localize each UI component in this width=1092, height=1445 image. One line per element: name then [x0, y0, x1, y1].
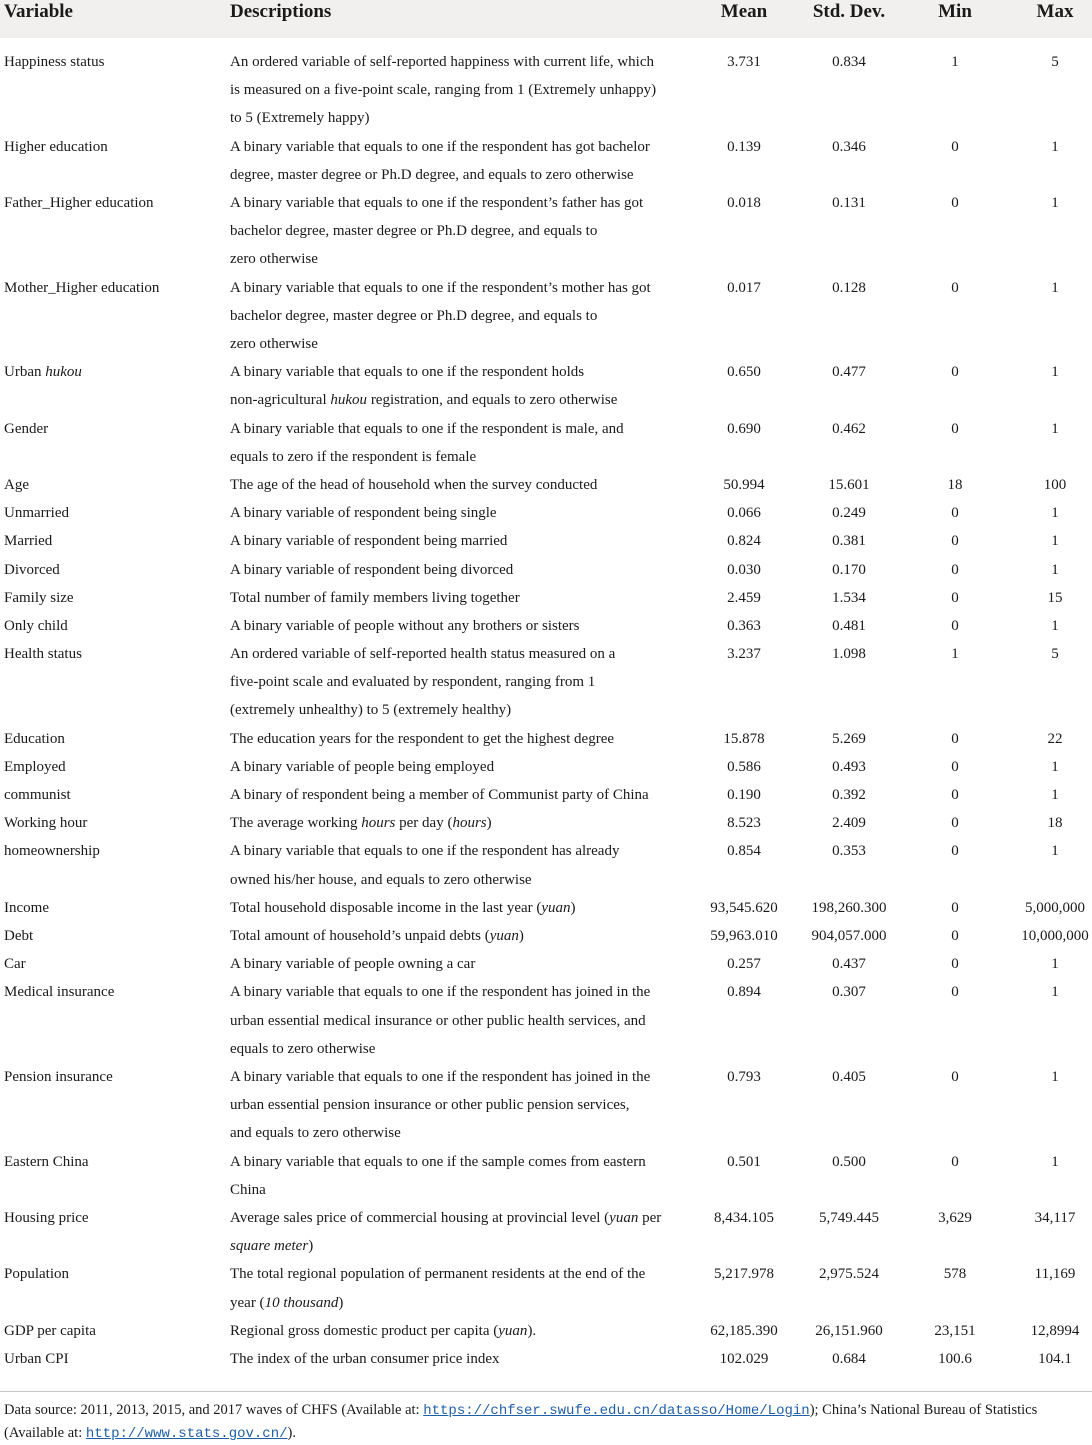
mean-value: 93,545.620	[710, 899, 778, 916]
table-row	[0, 725, 1092, 753]
variable-description	[230, 725, 682, 753]
table-header-row	[0, 0, 1092, 38]
variable-name: Only child	[4, 617, 68, 634]
max-value: 12,8994	[1030, 1322, 1080, 1339]
max-value: 1	[1051, 138, 1059, 155]
variable-name: Population	[4, 1266, 70, 1283]
max-value: 1	[1051, 420, 1059, 437]
min-value: 0	[951, 843, 959, 860]
description-line: bachelor degree, master degree or Ph.D degree, and equals to	[230, 223, 598, 240]
std-dev-value: 0.131	[832, 194, 866, 211]
variable-description	[230, 584, 682, 612]
table-row	[0, 415, 1092, 471]
mean-value: 3.237	[727, 646, 761, 663]
mean-value: 102.029	[719, 1350, 769, 1367]
description-line: A binary variable that equals to one if the respondent has already	[230, 843, 620, 860]
variable-description	[230, 133, 682, 189]
std-dev-value: 198,260.300	[811, 899, 887, 916]
table-row	[0, 640, 1092, 725]
min-value: 100.6	[938, 1350, 972, 1367]
std-dev-value: 0.128	[832, 279, 866, 296]
variable-name: Family size	[4, 589, 74, 606]
description-line: A binary variable that equals to one if the respondent has got bachelor	[230, 138, 650, 155]
std-dev-value: 0.493	[832, 758, 866, 775]
description-line: owned his/her house, and equals to zero otherwise	[230, 871, 532, 888]
variable-name: Pension insurance	[4, 1068, 113, 1085]
variable-description	[230, 640, 682, 725]
std-dev-value: 0.249	[832, 505, 866, 522]
min-value: 0	[951, 561, 959, 578]
mean-value: 0.018	[727, 194, 761, 211]
variable-name: Divorced	[4, 561, 60, 578]
table-row	[0, 950, 1092, 978]
min-value: 0	[951, 279, 959, 296]
min-value: 0	[951, 533, 959, 550]
description-line: A binary variable of people being employed	[230, 758, 495, 775]
variable-name: Income	[4, 899, 49, 916]
description-line: The age of the head of household when the survey conducted	[230, 476, 598, 493]
min-value: 0	[951, 984, 959, 1001]
mean-value: 8,434.105	[714, 1209, 774, 1226]
description-line: A binary variable that equals to one if the respondent has joined in the	[230, 1068, 651, 1085]
table-row	[0, 471, 1092, 499]
mean-value: 0.824	[727, 533, 761, 550]
table-row	[0, 978, 1092, 1063]
std-dev-value: 0.481	[832, 617, 866, 634]
max-value: 1	[1051, 984, 1059, 1001]
min-value: 0	[951, 928, 959, 944]
description-line: A binary variable that equals to one if the respondent holds	[230, 364, 585, 381]
table-row	[0, 499, 1092, 527]
min-value: 0	[951, 420, 959, 437]
max-value: 104.1	[1038, 1350, 1072, 1367]
std-dev-value: 1.534	[832, 589, 866, 606]
description-line: five-point scale and evaluated by respondent, ranging from 1	[230, 674, 596, 691]
min-value: 23,151	[934, 1322, 976, 1339]
min-value: 578	[943, 1266, 967, 1283]
min-value: 18	[947, 476, 963, 493]
table-row	[0, 1148, 1092, 1204]
table-row	[0, 894, 1092, 922]
variable-description	[230, 527, 682, 555]
min-value: 0	[951, 364, 959, 381]
std-dev-value: 0.437	[832, 956, 866, 973]
mean-value: 0.017	[727, 279, 761, 296]
min-value: 0	[951, 589, 959, 606]
std-dev-value: 0.500	[832, 1153, 866, 1170]
table-row	[0, 837, 1092, 893]
mean-value: 2.459	[727, 589, 761, 606]
description-line: A binary variable that equals to one if the respondent has joined in the	[230, 984, 651, 1001]
variable-name: Unmarried	[4, 505, 69, 522]
header-descriptions: Descriptions	[230, 1, 332, 22]
variable-name: communist	[4, 787, 71, 804]
description-line: Total number of family members living together	[230, 589, 520, 606]
mean-value: 0.257	[727, 956, 761, 973]
variable-description	[230, 1204, 682, 1260]
description-line: equals to zero if the respondent is female	[230, 448, 477, 465]
description-line: zero otherwise	[230, 335, 318, 352]
max-value: 1	[1051, 843, 1059, 860]
std-dev-value: 904,057.000	[811, 928, 887, 944]
mean-value: 0.363	[727, 617, 761, 634]
max-value: 5	[1051, 54, 1059, 70]
max-value: 1	[1051, 1153, 1059, 1170]
description-line: Average sales price of commercial housing at provincial level (yuan per	[230, 1209, 662, 1226]
std-dev-value: 15.601	[828, 476, 870, 493]
std-dev-value: 0.405	[832, 1068, 866, 1085]
variable-description	[230, 358, 682, 414]
min-value: 0	[951, 1153, 959, 1170]
mean-value: 0.066	[727, 505, 761, 522]
mean-value: 0.690	[727, 420, 761, 437]
mean-value: 62,185.390	[710, 1322, 778, 1339]
table-row	[0, 612, 1092, 640]
std-dev-value: 0.353	[832, 843, 866, 860]
variable-name: Working hour	[4, 815, 88, 832]
variable-name: Higher education	[4, 138, 108, 155]
mean-value: 3.731	[727, 54, 761, 70]
variable-description	[230, 471, 682, 499]
max-value: 1	[1051, 617, 1059, 634]
std-dev-value: 2.409	[832, 815, 866, 832]
mean-value: 0.793	[727, 1068, 761, 1085]
variable-description	[230, 48, 682, 133]
std-dev-value: 0.381	[832, 533, 866, 550]
variable-name: Health status	[4, 646, 82, 663]
header-std-dev: Std. Dev.	[812, 1, 886, 22]
mean-value: 0.586	[727, 758, 761, 775]
table-row	[0, 358, 1092, 414]
table-row	[0, 753, 1092, 781]
footnote-text-2: ); China’s National Bureau of Statistics (Available at:	[4, 1402, 1038, 1441]
description-line: A binary variable that equals to one if the respondent’s mother has got	[230, 279, 651, 296]
variable-description	[230, 189, 682, 274]
description-line: The index of the urban consumer price index	[230, 1350, 500, 1367]
min-value: 0	[951, 1068, 959, 1085]
description-line: China	[230, 1181, 266, 1198]
variable-description	[230, 978, 682, 1063]
table-row	[0, 922, 1092, 950]
max-value: 11,169	[1034, 1266, 1076, 1283]
variable-name: homeownership	[4, 843, 100, 860]
max-value: 1	[1051, 956, 1059, 973]
table-bottom-rule	[0, 1391, 1092, 1392]
variable-name: Age	[4, 476, 29, 493]
table-footnote	[4, 1399, 1088, 1445]
std-dev-value: 0.307	[832, 984, 866, 1001]
max-value: 1	[1051, 505, 1059, 522]
table-row	[0, 584, 1092, 612]
variable-description	[230, 837, 682, 893]
description-line: The average working hours per day (hours)	[230, 815, 492, 832]
footnote-text-1: Data source: 2011, 2013, 2015, and 2017 waves of CHFS (Available at:	[4, 1402, 424, 1418]
variable-name: Eastern China	[4, 1153, 89, 1170]
description-line: A binary variable of people without any brothers or sisters	[230, 617, 580, 634]
table-row	[0, 189, 1092, 274]
max-value: 34,117	[1034, 1209, 1076, 1226]
description-line: year (10 thousand)	[230, 1294, 344, 1311]
variable-description	[230, 950, 682, 978]
table-row	[0, 1063, 1092, 1148]
max-value: 1	[1051, 364, 1059, 381]
description-line: Regional gross domestic product per capita (yuan).	[230, 1322, 537, 1339]
std-dev-value: 1.098	[832, 646, 866, 663]
variable-description	[230, 1148, 682, 1204]
std-dev-value: 2,975.524	[819, 1266, 879, 1283]
min-value: 0	[951, 956, 959, 973]
min-value: 0	[951, 138, 959, 155]
variable-description	[230, 809, 682, 837]
description-line: A binary variable of respondent being divorced	[230, 561, 514, 578]
description-line: urban essential pension insurance or other public pension services,	[230, 1097, 630, 1114]
min-value: 0	[951, 617, 959, 634]
max-value: 22	[1047, 730, 1063, 747]
mean-value: 15.878	[723, 730, 765, 747]
variable-name: Mother_Higher education	[4, 279, 160, 296]
min-value: 0	[951, 815, 959, 832]
description-line: An ordered variable of self-reported health status measured on a	[230, 646, 616, 663]
variable-name: Employed	[4, 758, 66, 775]
description-line: square meter)	[230, 1238, 314, 1255]
max-value: 100	[1043, 476, 1067, 493]
table-row	[0, 781, 1092, 809]
variable-name: Debt	[4, 928, 34, 944]
variable-name: Urban hukou	[4, 364, 82, 381]
variable-name: Education	[4, 730, 65, 747]
variable-name: GDP per capita	[4, 1322, 96, 1339]
table-row	[0, 48, 1092, 133]
max-value: 5,000,000	[1025, 899, 1085, 916]
header-max: Max	[1036, 1, 1074, 22]
description-line: A binary variable that equals to one if the respondent’s father has got	[230, 194, 644, 211]
table-row	[0, 527, 1092, 555]
std-dev-value: 0.170	[832, 561, 866, 578]
variable-description	[230, 499, 682, 527]
max-value: 15	[1047, 589, 1063, 606]
min-value: 0	[951, 194, 959, 211]
table-row	[0, 1317, 1092, 1345]
min-value: 0	[951, 730, 959, 747]
max-value: 1	[1051, 1068, 1059, 1085]
mean-value: 0.139	[727, 138, 761, 155]
min-value: 3,629	[938, 1209, 972, 1226]
max-value: 1	[1051, 279, 1059, 296]
variable-name: Medical insurance	[4, 984, 115, 1001]
description-line: The total regional population of permanent residents at the end of the	[230, 1266, 646, 1283]
variable-description	[230, 753, 682, 781]
mean-value: 0.894	[727, 984, 761, 1001]
table-body	[0, 48, 1092, 1373]
variable-description	[230, 274, 682, 359]
table-row	[0, 809, 1092, 837]
std-dev-value: 0.477	[832, 364, 866, 381]
footnote-text-3: ).	[287, 1425, 296, 1441]
std-dev-value: 5.269	[832, 730, 866, 747]
mean-value: 0.854	[727, 843, 761, 860]
description-line: A binary variable of respondent being married	[230, 533, 508, 550]
mean-value: 8.523	[727, 815, 761, 832]
max-value: 1	[1051, 533, 1059, 550]
min-value: 0	[951, 787, 959, 804]
max-value: 1	[1051, 561, 1059, 578]
description-line: A binary variable that equals to one if the respondent is male, and	[230, 420, 624, 437]
description-line: A binary variable that equals to one if the sample comes from eastern	[230, 1153, 646, 1170]
max-value: 18	[1047, 815, 1063, 832]
table-row	[0, 133, 1092, 189]
variable-name: Urban CPI	[4, 1350, 69, 1367]
table-row	[0, 274, 1092, 359]
mean-value: 50.994	[723, 476, 765, 493]
description-line: The education years for the respondent to get the highest degree	[230, 730, 615, 747]
mean-value: 0.501	[727, 1153, 761, 1170]
description-line: to 5 (Extremely happy)	[230, 110, 370, 127]
description-line: A binary variable of people owning a car	[230, 956, 476, 973]
chfs-link[interactable]: https://chfser.swufe.edu.cn/datasso/Home/Login	[423, 1403, 810, 1419]
variable-description	[230, 556, 682, 584]
std-dev-value: 0.346	[832, 138, 866, 155]
description-line: zero otherwise	[230, 251, 318, 268]
variable-description	[230, 781, 682, 809]
description-line: non-agricultural hukou registration, and equals to zero otherwise	[230, 392, 618, 409]
max-value: 1	[1051, 758, 1059, 775]
table-row	[0, 1260, 1092, 1316]
variable-name: Car	[4, 956, 26, 973]
mean-value: 0.190	[727, 787, 761, 804]
variable-name: Father_Higher education	[4, 194, 154, 211]
std-dev-value: 0.392	[832, 787, 866, 804]
std-dev-value: 0.684	[832, 1350, 866, 1367]
min-value: 0	[951, 758, 959, 775]
description-line: urban essential medical insurance or other public health services, and	[230, 1012, 646, 1029]
description-line: An ordered variable of self-reported happiness with current life, which	[230, 54, 655, 70]
mean-value: 0.650	[727, 364, 761, 381]
std-dev-value: 0.462	[832, 420, 866, 437]
description-line: is measured on a five-point scale, ranging from 1 (Extremely unhappy)	[230, 82, 657, 99]
header-variable: Variable	[4, 1, 73, 22]
description-line: (extremely unhealthy) to 5 (extremely healthy)	[230, 702, 512, 719]
variable-description	[230, 1260, 682, 1316]
variable-description	[230, 1345, 682, 1373]
description-line: A binary of respondent being a member of Communist party of China	[230, 787, 649, 804]
variable-description	[230, 894, 682, 922]
header-mean: Mean	[720, 1, 768, 22]
description-line: bachelor degree, master degree or Ph.D degree, and equals to	[230, 307, 598, 324]
table-row	[0, 1345, 1092, 1373]
description-line: A binary variable of respondent being single	[230, 505, 497, 522]
nbs-link[interactable]: http://www.stats.gov.cn/	[85, 1426, 288, 1442]
std-dev-value: 0.834	[832, 54, 866, 70]
std-dev-value: 5,749.445	[819, 1209, 879, 1226]
min-value: 0	[951, 899, 959, 916]
variable-name: Housing price	[4, 1209, 89, 1226]
variable-name: Married	[4, 533, 53, 550]
table-row	[0, 1204, 1092, 1260]
variable-name: Gender	[4, 420, 49, 437]
description-line: Total amount of household’s unpaid debts (yuan)	[230, 928, 524, 944]
max-value: 5	[1051, 646, 1059, 663]
description-line: Total household disposable income in the last year (yuan)	[230, 899, 576, 916]
description-line: equals to zero otherwise	[230, 1040, 376, 1057]
mean-value: 59,963.010	[710, 928, 778, 944]
min-value: 0	[951, 505, 959, 522]
mean-value: 0.030	[727, 561, 761, 578]
std-dev-value: 26,151.960	[815, 1322, 883, 1339]
min-value: 1	[951, 54, 959, 70]
variable-description	[230, 922, 682, 950]
max-value: 1	[1051, 194, 1059, 211]
variable-description	[230, 1063, 682, 1148]
min-value: 1	[951, 646, 959, 663]
description-line: and equals to zero otherwise	[230, 1125, 401, 1142]
table-row	[0, 556, 1092, 584]
variable-description	[230, 612, 682, 640]
header-min: Min	[938, 1, 972, 22]
variable-description	[230, 415, 682, 471]
variable-name: Happiness status	[4, 54, 105, 70]
variable-description	[230, 1317, 682, 1345]
description-line: degree, master degree or Ph.D degree, and equals to zero otherwise	[230, 166, 634, 183]
max-value: 1	[1051, 787, 1059, 804]
mean-value: 5,217.978	[714, 1266, 774, 1283]
max-value: 10,000,000	[1021, 928, 1089, 944]
